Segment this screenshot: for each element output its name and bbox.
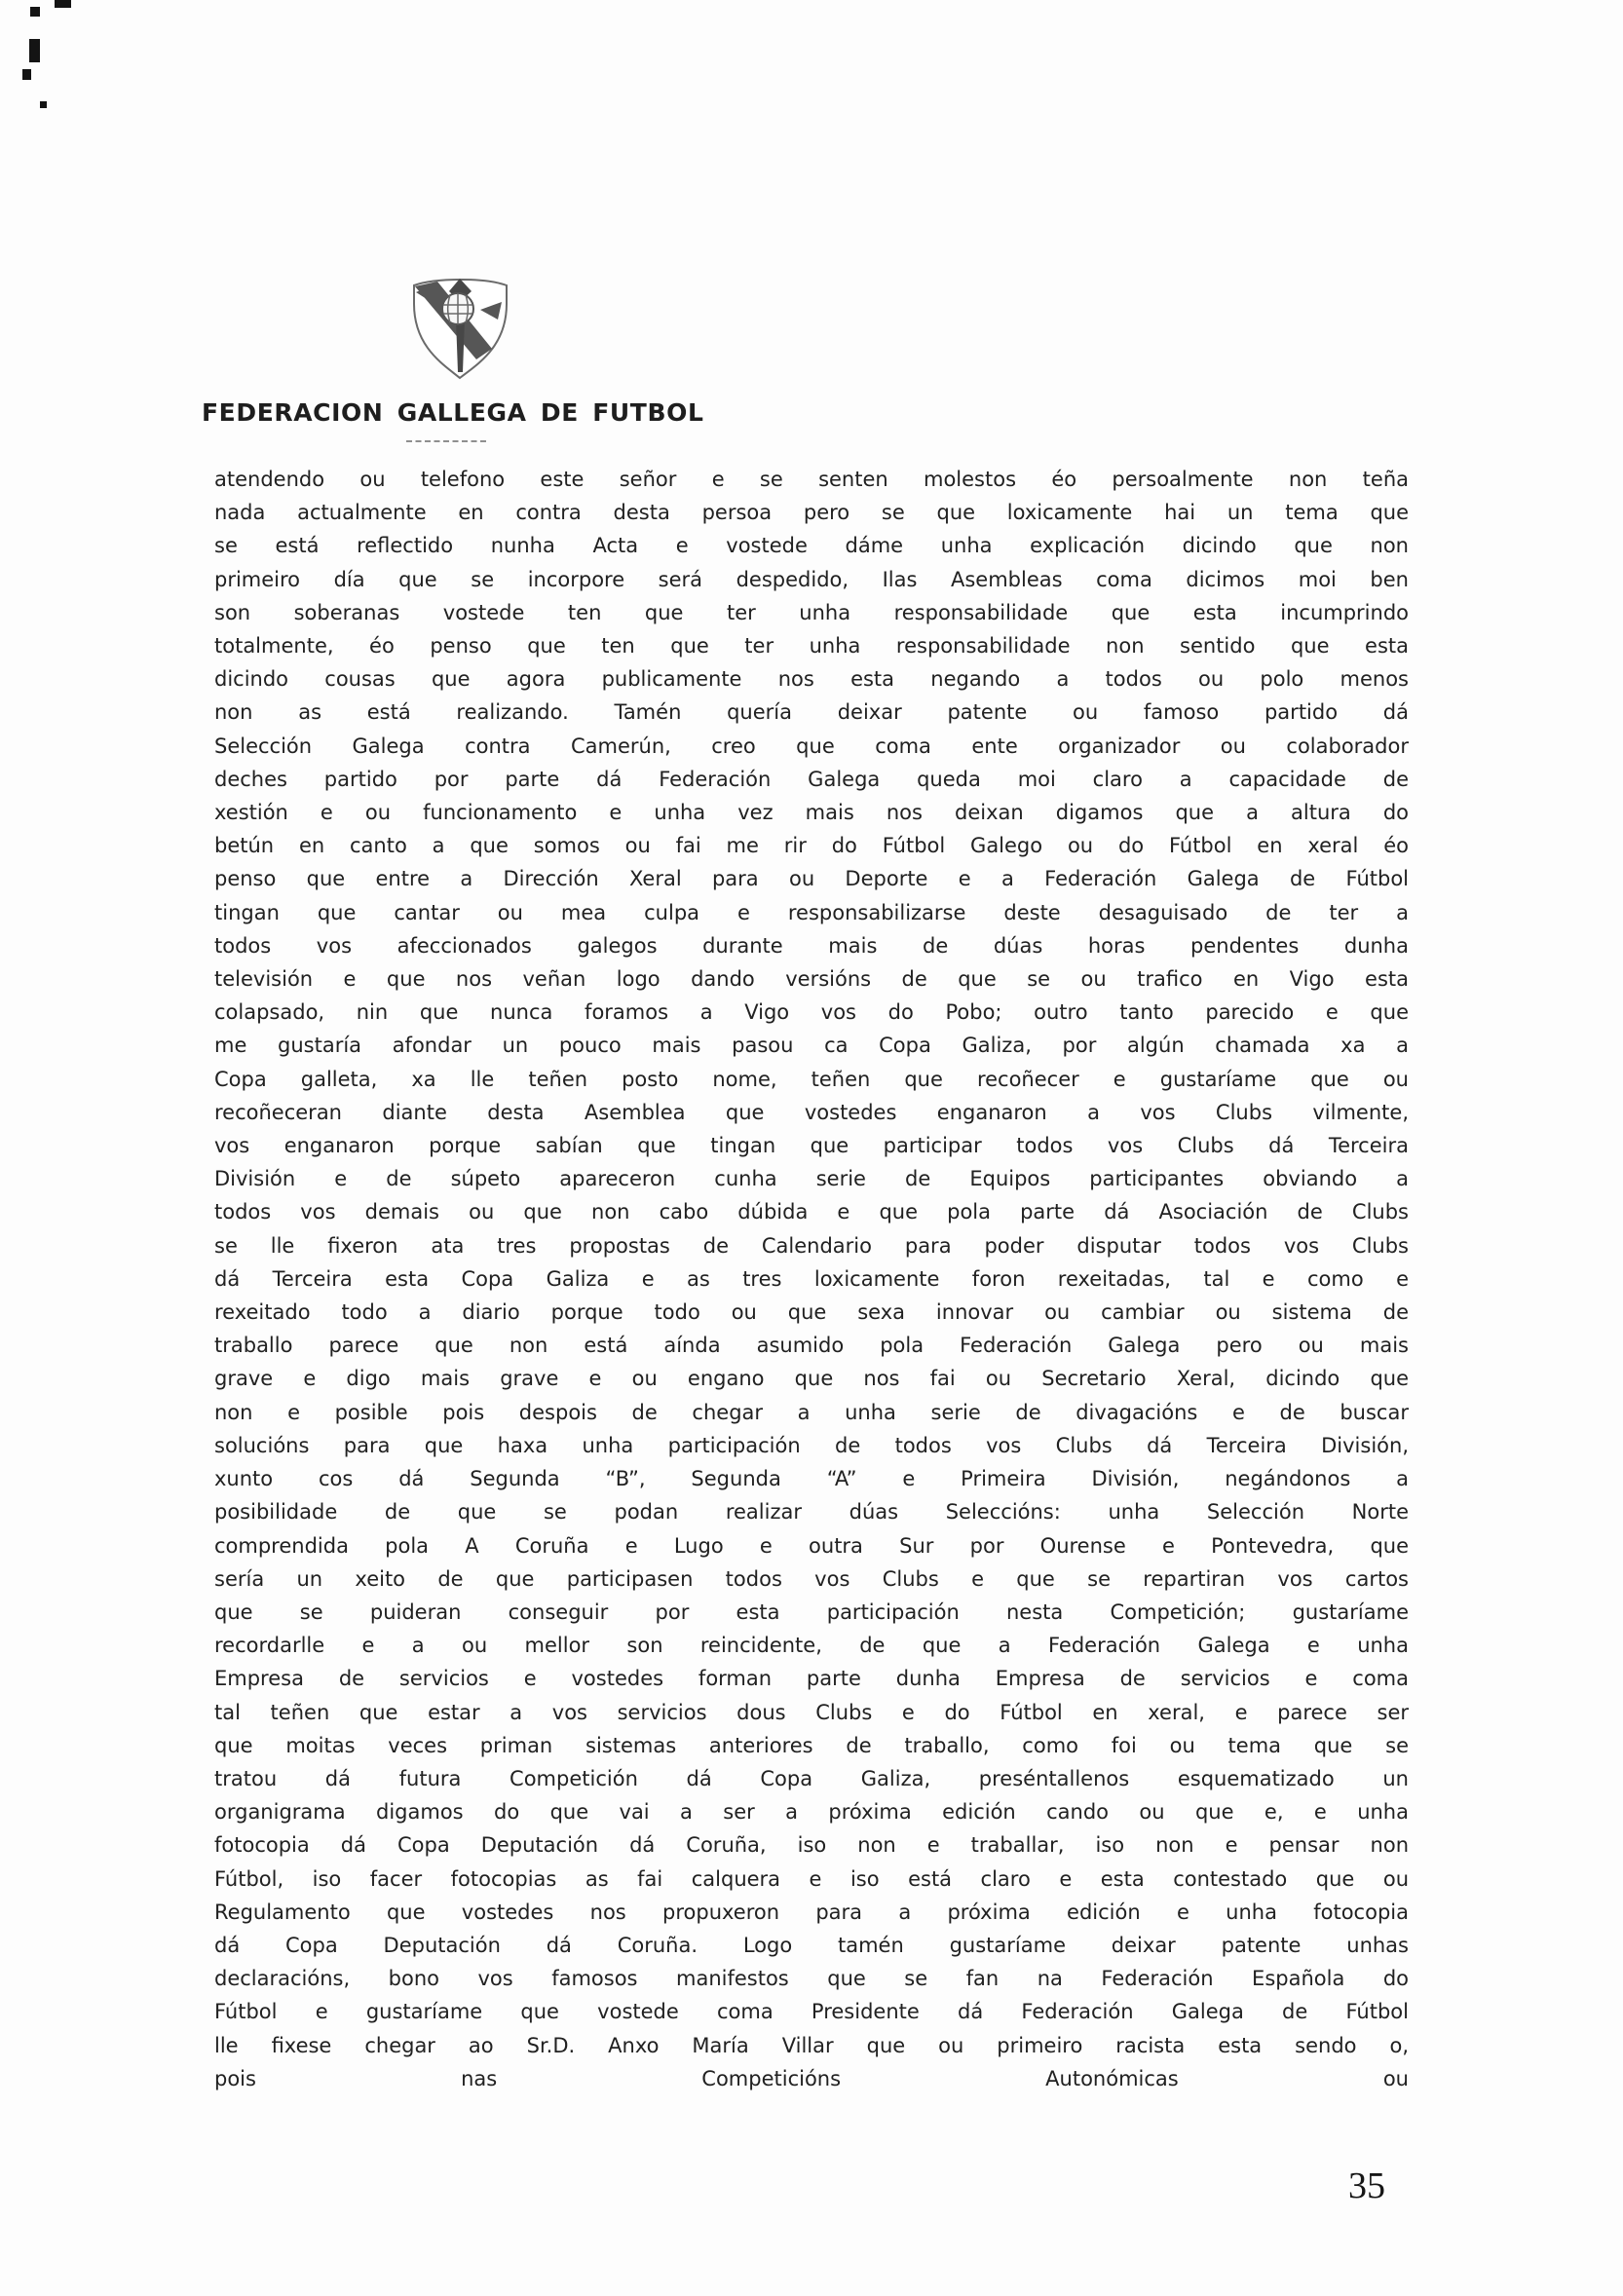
paragraph-line: Regulamento que vostedes nos propuxeron para a próxima edición e unha fotocopia xyxy=(214,1900,1409,1924)
paragraph-line: betún en canto a que somos ou fai me rir do Fútbol Galego ou do Fútbol en xeral éo xyxy=(214,834,1409,858)
paragraph-line: se está reflectido nunha Acta e vostede dáme unha explicación dicindo que non xyxy=(214,534,1409,558)
scan-artifact-mark xyxy=(29,39,40,62)
paragraph-line: posibilidade de que se podan realizar dúas Seleccións: unha Selección Norte xyxy=(214,1500,1409,1524)
paragraph-line: Fútbol e gustaríame que vostede coma Presidente dá Federación Galega de Fútbol xyxy=(214,2000,1409,2024)
paragraph-line: que se puideran conseguir por esta participación nesta Competición; gustaríame xyxy=(214,1600,1409,1624)
paragraph-line: Selección Galega contra Camerún, creo que coma ente organizador ou colaborador xyxy=(214,734,1409,758)
paragraph-line: totalmente, éo penso que ten que ter unha responsabilidade non sentido que esta xyxy=(214,634,1409,659)
paragraph-line: me gustaría afondar un pouco mais pasou ca Copa Galiza, por algún chamada xa a xyxy=(214,1034,1409,1058)
paragraph-line: nada actualmente en contra desta persoa pero se que loxicamente hai un tema que xyxy=(214,501,1409,525)
paragraph-line: dá Copa Deputación dá Coruña. Logo tamén gustaríame deixar patente unhas xyxy=(214,1933,1409,1957)
page-title: FEDERACION GALLEGA DE FUTBOL xyxy=(202,398,704,427)
paragraph-line: pois nas Competicións Autonómicas ou xyxy=(214,2066,1409,2090)
paragraph-line: televisión e que nos veñan logo dando versións de que se ou trafico en Vigo esta xyxy=(214,967,1409,992)
paragraph-line: recordarlle e a ou mellor son reincidente, de que a Federación Galega e unha xyxy=(214,1634,1409,1658)
scan-artifact-mark xyxy=(55,0,71,8)
paragraph-line: se lle fixeron ata tres propostas de Calendario para poder disputar todos vos Clubs xyxy=(214,1233,1409,1258)
paragraph-line: recoñeceran diante desta Asemblea que vostedes enganaron a vos Clubs vilmente, xyxy=(214,1100,1409,1124)
title-underline xyxy=(406,440,486,442)
scan-artifact-mark xyxy=(40,101,47,108)
paragraph-line: colapsado, nin que nunca foramos a Vigo vos do Pobo; outro tanto parecido e que xyxy=(214,1000,1409,1025)
paragraph-line: Empresa de servicios e vostedes forman parte dunha Empresa de servicios e coma xyxy=(214,1667,1409,1691)
paragraph-line: penso que entre a Dirección Xeral para ou Deporte e a Federación Galega de Fútbol xyxy=(214,867,1409,891)
paragraph-line: dá Terceira esta Copa Galiza e as tres loxicamente foron rexeitadas, tal e como e xyxy=(214,1266,1409,1291)
paragraph-line: non e posible pois despois de chegar a unha serie de divagacións e de buscar xyxy=(214,1400,1409,1424)
paragraph-line: comprendida pola A Coruña e Lugo e outra Sur por Ourense e Pontevedra, que xyxy=(214,1533,1409,1558)
paragraph-line: que moitas veces priman sistemas anteriores de traballo, como foi ou tema que se xyxy=(214,1733,1409,1757)
paragraph-line: declaracións, bono vos famosos manifestos que se fan na Federación Española do xyxy=(214,1967,1409,1991)
paragraph-line: xestión e ou funcionamento e unha vez mais nos deixan digamos que a altura do xyxy=(214,801,1409,825)
body-text xyxy=(214,463,1409,2095)
paragraph-line: Fútbol, iso facer fotocopias as fai calquera e iso está claro e esta contestado que ou xyxy=(214,1866,1409,1891)
paragraph-line: deches partido por parte dá Federación Galega queda moi claro a capacidade de xyxy=(214,767,1409,791)
paragraph-line: Copa galleta, xa lle teñen posto nome, teñen que recoñecer e gustaríame que ou xyxy=(214,1067,1409,1091)
paragraph-line: non as está realizando. Tamén quería deixar patente ou famoso partido dá xyxy=(214,700,1409,725)
paragraph-line: dicindo cousas que agora publicamente nos esta negando a todos ou polo menos xyxy=(214,667,1409,692)
paragraph-line: fotocopia dá Copa Deputación dá Coruña, iso non e traballar, iso non e pensar non xyxy=(214,1833,1409,1858)
paragraph-line: organigrama digamos do que vai a ser a próxima edición cando ou que e, e unha xyxy=(214,1800,1409,1825)
page-number: 35 xyxy=(1348,2165,1385,2206)
scan-artifact-mark xyxy=(22,69,31,80)
paragraph-line: atendendo ou telefono este señor e se senten molestos éo persoalmente non teña xyxy=(214,468,1409,491)
paragraph-line: primeiro día que se incorpore será despedido, Ilas Asembleas coma dicimos moi ben xyxy=(214,567,1409,591)
scan-artifact-mark xyxy=(30,7,40,17)
paragraph-line: sería un xeito de que participasen todos vos Clubs e que se repartiran vos cartos xyxy=(214,1566,1409,1591)
paragraph-line: lle fixese chegar ao Sr.D. Anxo María Villar que ou primeiro racista esta sendo o, xyxy=(214,2033,1409,2057)
paragraph-line: todos vos afeccionados galegos durante mais de dúas horas pendentes dunha xyxy=(214,933,1409,958)
paragraph-line: tingan que cantar ou mea culpa e responsabilizarse deste desaguisado de ter a xyxy=(214,900,1409,924)
paragraph-line: rexeitado todo a diario porque todo ou que sexa innovar ou cambiar ou sistema de xyxy=(214,1300,1409,1325)
paragraph-line: División e de súpeto apareceron cunha serie de Equipos participantes obviando a xyxy=(214,1167,1409,1191)
paragraph-line: vos enganaron porque sabían que tingan que participar todos vos Clubs dá Terceira xyxy=(214,1134,1409,1158)
paragraph-line: traballo parece que non está aínda asumido pola Federación Galega pero ou mais xyxy=(214,1334,1409,1358)
paragraph-line: son soberanas vostede ten que ter unha responsabilidade que esta incumprindo xyxy=(214,600,1409,624)
galician-football-federation-crest-icon xyxy=(404,263,516,382)
paragraph-line: todos vos demais ou que non cabo dúbida e que pola parte dá Asociación de Clubs xyxy=(214,1200,1409,1224)
paragraph-line: xunto cos dá Segunda “B”, Segunda “A” e Primeira División, negándonos a xyxy=(214,1467,1409,1491)
paragraph-line: grave e digo mais grave e ou engano que nos fai ou Secretario Xeral, dicindo que xyxy=(214,1367,1409,1391)
paragraph-line: tratou dá futura Competición dá Copa Galiza, preséntallenos esquematizado un xyxy=(214,1766,1409,1790)
paragraph-line: tal teñen que estar a vos servicios dous Clubs e do Fútbol en xeral, e parece ser xyxy=(214,1700,1409,1724)
paragraph-line: solucións para que haxa unha participación de todos vos Clubs dá Terceira División, xyxy=(214,1433,1409,1457)
